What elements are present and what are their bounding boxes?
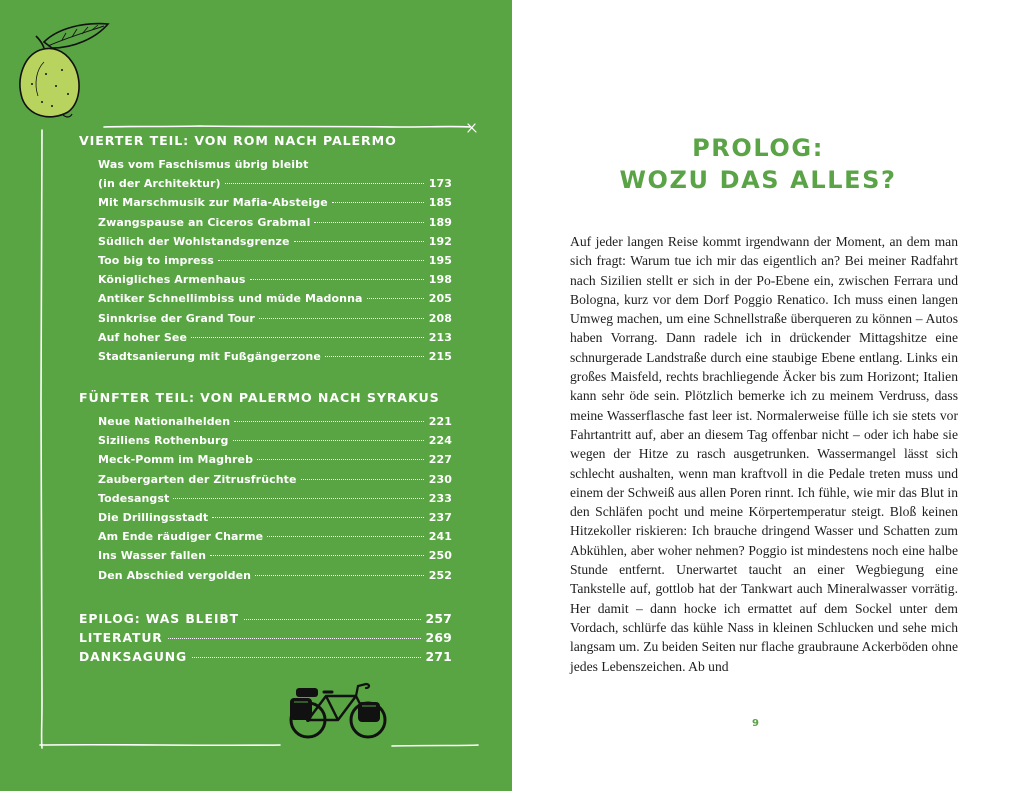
- dotted-leader: [212, 517, 423, 518]
- toc-back-matter: [79, 609, 452, 667]
- dotted-leader: [225, 183, 424, 184]
- toc-entry-page: 192: [428, 234, 452, 248]
- dotted-leader: [257, 459, 424, 460]
- toc-entry[interactable]: [98, 174, 452, 193]
- toc-entry-title: Den Abschied vergolden: [98, 568, 252, 582]
- dotted-leader: [244, 619, 421, 620]
- toc-entry-title: Südlich der Wohlstandsgrenze: [98, 234, 290, 248]
- toc-entry-title: Neue Nationalhelden: [98, 415, 231, 429]
- dotted-leader: [314, 222, 423, 223]
- toc-entry-title: Sinnkrise der Grand Tour: [98, 311, 255, 325]
- toc-entry-page: 215: [428, 349, 452, 363]
- lemon-icon: [14, 14, 114, 124]
- toc-entry-title: Die Drillingsstadt: [98, 511, 209, 524]
- dotted-leader: [332, 202, 424, 203]
- toc-entry-title: Zwangspause an Ciceros Grabmal: [98, 215, 311, 229]
- body-text: Auf jeder langen Reise kommt irgendwann der Moment, an dem man sich fragt: Warum tue ich mir das eigentlich an? Bei meiner Radfahrt nach Sizilien stellt er sich in der Po-Ebene ein, zwischen Ferrara und Bologna, kurz vor dem Dorf Poggio Renatico. Ich muss einen langen Umweg machen, um eine Schnellstraße überqueren zu können – Autos haben Vorrang. Dann radele ich in drückender Mittagshitze eine schnurgerade Landstraße durch eine staubige Ebene entlang. Links ein großes Maisfeld, rechts brachliegende Äcker bis zum Horizont; Italien kann sehr öde sein. Plötzlich bemerke ich zu meinem Verdruss, dass meine Wasserflasche fast leer ist. Normalerweise fülle ich sie stets vor Fahrtantritt auf, aber an diesem Tag offenbar nicht – oder ich habe sie wegen der Hitze zu rasch ausgetrunken. Wassermangel lässt sich schlecht aushalten, wenn man kraftvoll in die Pedale treten muss und einem der Schweiß aus allen Poren rinnt. Ich fühle, wie mir das Blut in den Schläfen pocht und meine Körpertemperatur steigt. Bloß keinen Hitzekoller riskieren: Ich brauche dringend Wasser und Schatten zum Abkühlen, aber woher nehmen? Poggio ist mindestens noch eine halbe Stunde entfernt. Unerwartet taucht an einer Wegbiegung eine Tankstelle auf, gottlob hat der Tankwart auch Mineralwasser vorrätig. Her damit – dann hocke ich ermattet auf dem Sockel unter dem Vordach, schlürfe das kühle Nass in kleinen Schlucken und sehe mich langsam um. Zu beiden Seiten nur flache graubraune Ackerböden ohne jedes Lebenszeichen. Ab und: [570, 234, 958, 674]
- toc-entry[interactable]: [98, 470, 452, 489]
- page-number: 9: [752, 718, 759, 729]
- dotted-leader: [218, 260, 424, 261]
- toc-entry[interactable]: [98, 309, 452, 328]
- dotted-leader: [367, 298, 424, 299]
- toc-entry-epilog[interactable]: [79, 609, 452, 628]
- toc-entry[interactable]: [98, 527, 452, 546]
- toc-entry-title: LITERATUR: [79, 629, 163, 645]
- toc-entry-title: Zaubergarten der Zitrusfrüchte: [98, 472, 297, 486]
- dotted-leader: [255, 575, 424, 576]
- toc-entry-title: EPILOG: WAS BLEIBT: [79, 610, 240, 626]
- toc-entry[interactable]: [98, 489, 452, 508]
- dotted-leader: [250, 279, 424, 280]
- toc-entry-title: Stadtsanierung mit Fußgängerzone: [98, 349, 321, 363]
- toc-entry[interactable]: [98, 431, 452, 450]
- toc-entry-page: 221: [428, 415, 452, 429]
- toc-entry-page: 185: [428, 196, 452, 210]
- toc-entry[interactable]: [98, 347, 452, 366]
- bicycle-icon: [286, 678, 390, 742]
- toc-part-4-entries: [98, 155, 452, 366]
- toc-entry-page: 173: [428, 177, 452, 191]
- prolog-page: [512, 0, 1024, 791]
- dotted-leader: [259, 318, 424, 319]
- toc-entry-title: Königliches Armenhaus: [98, 273, 246, 287]
- chapter-title-line-1: PROLOG:: [692, 134, 824, 162]
- dotted-leader: [173, 498, 423, 499]
- toc-entry-page: 257: [425, 610, 452, 626]
- toc-entry-title-line: Was vom Faschismus übrig bleibt: [98, 158, 309, 171]
- toc-entry[interactable]: [98, 193, 452, 212]
- toc-entry-page: 252: [428, 568, 452, 582]
- dotted-leader: [191, 337, 424, 338]
- toc-entry-page: 241: [428, 530, 452, 544]
- dotted-leader: [233, 440, 424, 441]
- dotted-leader: [325, 356, 424, 357]
- toc-entry[interactable]: [98, 251, 452, 270]
- toc-entry-page: 250: [428, 549, 452, 563]
- dotted-leader: [294, 241, 424, 242]
- toc-part-heading-5: FÜNFTER TEIL: VON PALERMO NACH SYRAKUS: [79, 390, 440, 406]
- toc-entry-page: 205: [428, 292, 452, 306]
- toc-entry-page: 237: [428, 511, 452, 524]
- dotted-leader: [210, 555, 424, 556]
- toc-entry-page: 230: [428, 472, 452, 486]
- toc-entry-title: Mit Marschmusik zur Mafia-Absteige: [98, 196, 328, 210]
- toc-entry-page: 224: [428, 434, 452, 448]
- toc-entry-title: Todesangst: [98, 491, 170, 505]
- toc-entry-page: 213: [428, 330, 452, 344]
- toc-entry[interactable]: [98, 232, 452, 251]
- toc-entry-danksagung[interactable]: [79, 647, 452, 666]
- toc-entry-title: Am Ende räudiger Charme: [98, 530, 264, 544]
- toc-entry[interactable]: [98, 508, 452, 527]
- chapter-title-line-2: WOZU DAS ALLES?: [619, 166, 897, 194]
- toc-entry[interactable]: [98, 270, 452, 289]
- toc-list: [79, 133, 452, 666]
- toc-entry[interactable]: [98, 289, 452, 308]
- dotted-leader: [168, 638, 421, 639]
- toc-entry-title: Auf hoher See: [98, 330, 188, 344]
- chapter-title: [512, 132, 1004, 196]
- dotted-leader: [301, 479, 424, 480]
- toc-part-5-entries: [98, 412, 452, 585]
- toc-entry-title: Siziliens Rothenburg: [98, 434, 229, 448]
- toc-entry-page: 195: [428, 253, 452, 267]
- toc-entry-page: 233: [428, 491, 452, 505]
- toc-entry-title: (in der Architektur): [98, 177, 221, 191]
- toc-entry-title: Too big to impress: [98, 253, 214, 267]
- toc-entry[interactable]: [98, 546, 452, 565]
- toc-entry-title: Meck-Pomm im Maghreb: [98, 453, 254, 467]
- toc-entry-page: 198: [428, 273, 452, 287]
- toc-entry-title: Antiker Schnellimbiss und müde Madonna: [98, 292, 363, 306]
- toc-entry-page: 271: [425, 649, 452, 665]
- dotted-leader: [192, 657, 420, 658]
- toc-entry-literatur[interactable]: [79, 628, 452, 647]
- toc-entry[interactable]: [98, 566, 452, 585]
- dotted-leader: [234, 421, 424, 422]
- toc-entry-page: 269: [425, 629, 452, 645]
- toc-entry[interactable]: [98, 213, 452, 232]
- dotted-leader: [267, 536, 424, 537]
- toc-entry-page: 227: [428, 453, 452, 467]
- toc-entry-page: 189: [428, 215, 452, 229]
- toc-entry[interactable]: [98, 450, 452, 469]
- toc-part-heading-4: VIERTER TEIL: VON ROM NACH PALERMO: [79, 133, 397, 148]
- toc-entry-title: DANKSAGUNG: [79, 649, 188, 665]
- toc-entry-title: Ins Wasser fallen: [98, 549, 207, 563]
- toc-entry[interactable]: [98, 412, 452, 431]
- toc-entry[interactable]: [98, 328, 452, 347]
- toc-entry-page: 208: [428, 311, 452, 325]
